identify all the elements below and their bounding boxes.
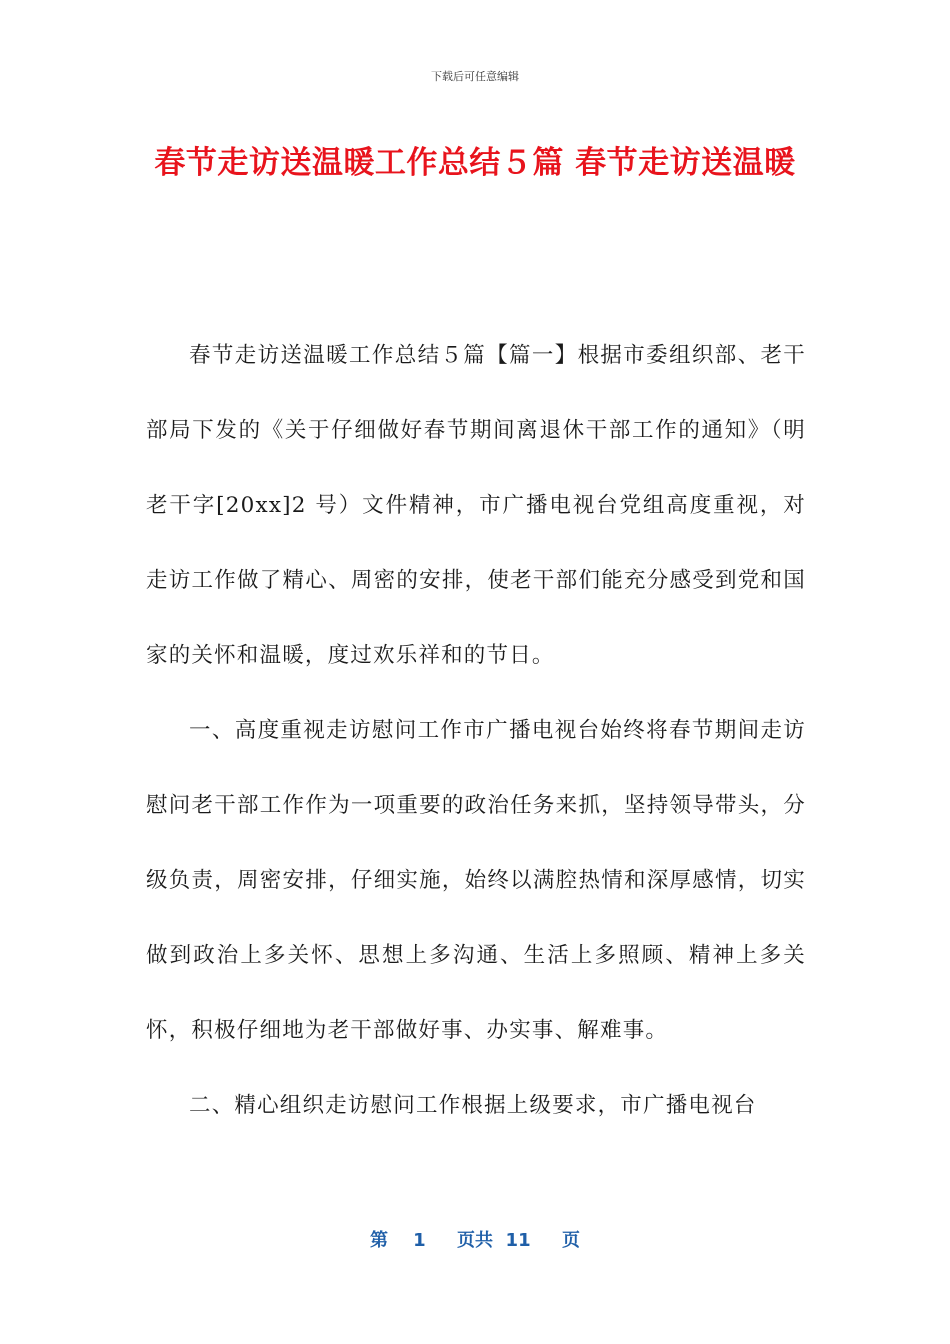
footer-label-page: 第 — [370, 1230, 389, 1251]
header-note: 下载后可任意编辑 — [431, 70, 519, 83]
footer-page-total: 11 — [505, 1230, 531, 1251]
paragraph-3: 二、精心组织走访慰问工作根据上级要求，市广播电视台 — [189, 1093, 757, 1118]
footer-page-current: 1 — [413, 1230, 426, 1251]
footer-label-of: 页共 — [457, 1230, 493, 1251]
footer-label-end: 页 — [561, 1230, 580, 1251]
page-footer — [0, 1226, 950, 1252]
paragraph-1: 春节走访送温暖工作总结５篇【篇一】根据市委组织部、老干部局下发的《关于仔细做好春节期间离退休干部工作的通知》（明老干字[20xx]2 号）文件精神，市广播电视台党组高度重视，对走访工作做了精心、周密的安排，使老干部们能充分感受到党和国家的关怀和温暖，度过欢乐祥和的节日。 — [146, 343, 806, 668]
document-title: 春节走访送温暖工作总结５篇 春节走访送温暖 — [154, 145, 796, 181]
paragraph-2: 一、高度重视走访慰问工作市广播电视台始终将春节期间走访慰问老干部工作作为一项重要的政治任务来抓，坚持领导带头，分级负责，周密安排，仔细实施，始终以满腔热情和深厚感情，切实做到政治上多关怀、思想上多沟通、生活上多照顾、精神上多关怀，积极仔细地为老干部做好事、办实事、解难事。 — [146, 718, 806, 1043]
document-body — [146, 318, 806, 1143]
